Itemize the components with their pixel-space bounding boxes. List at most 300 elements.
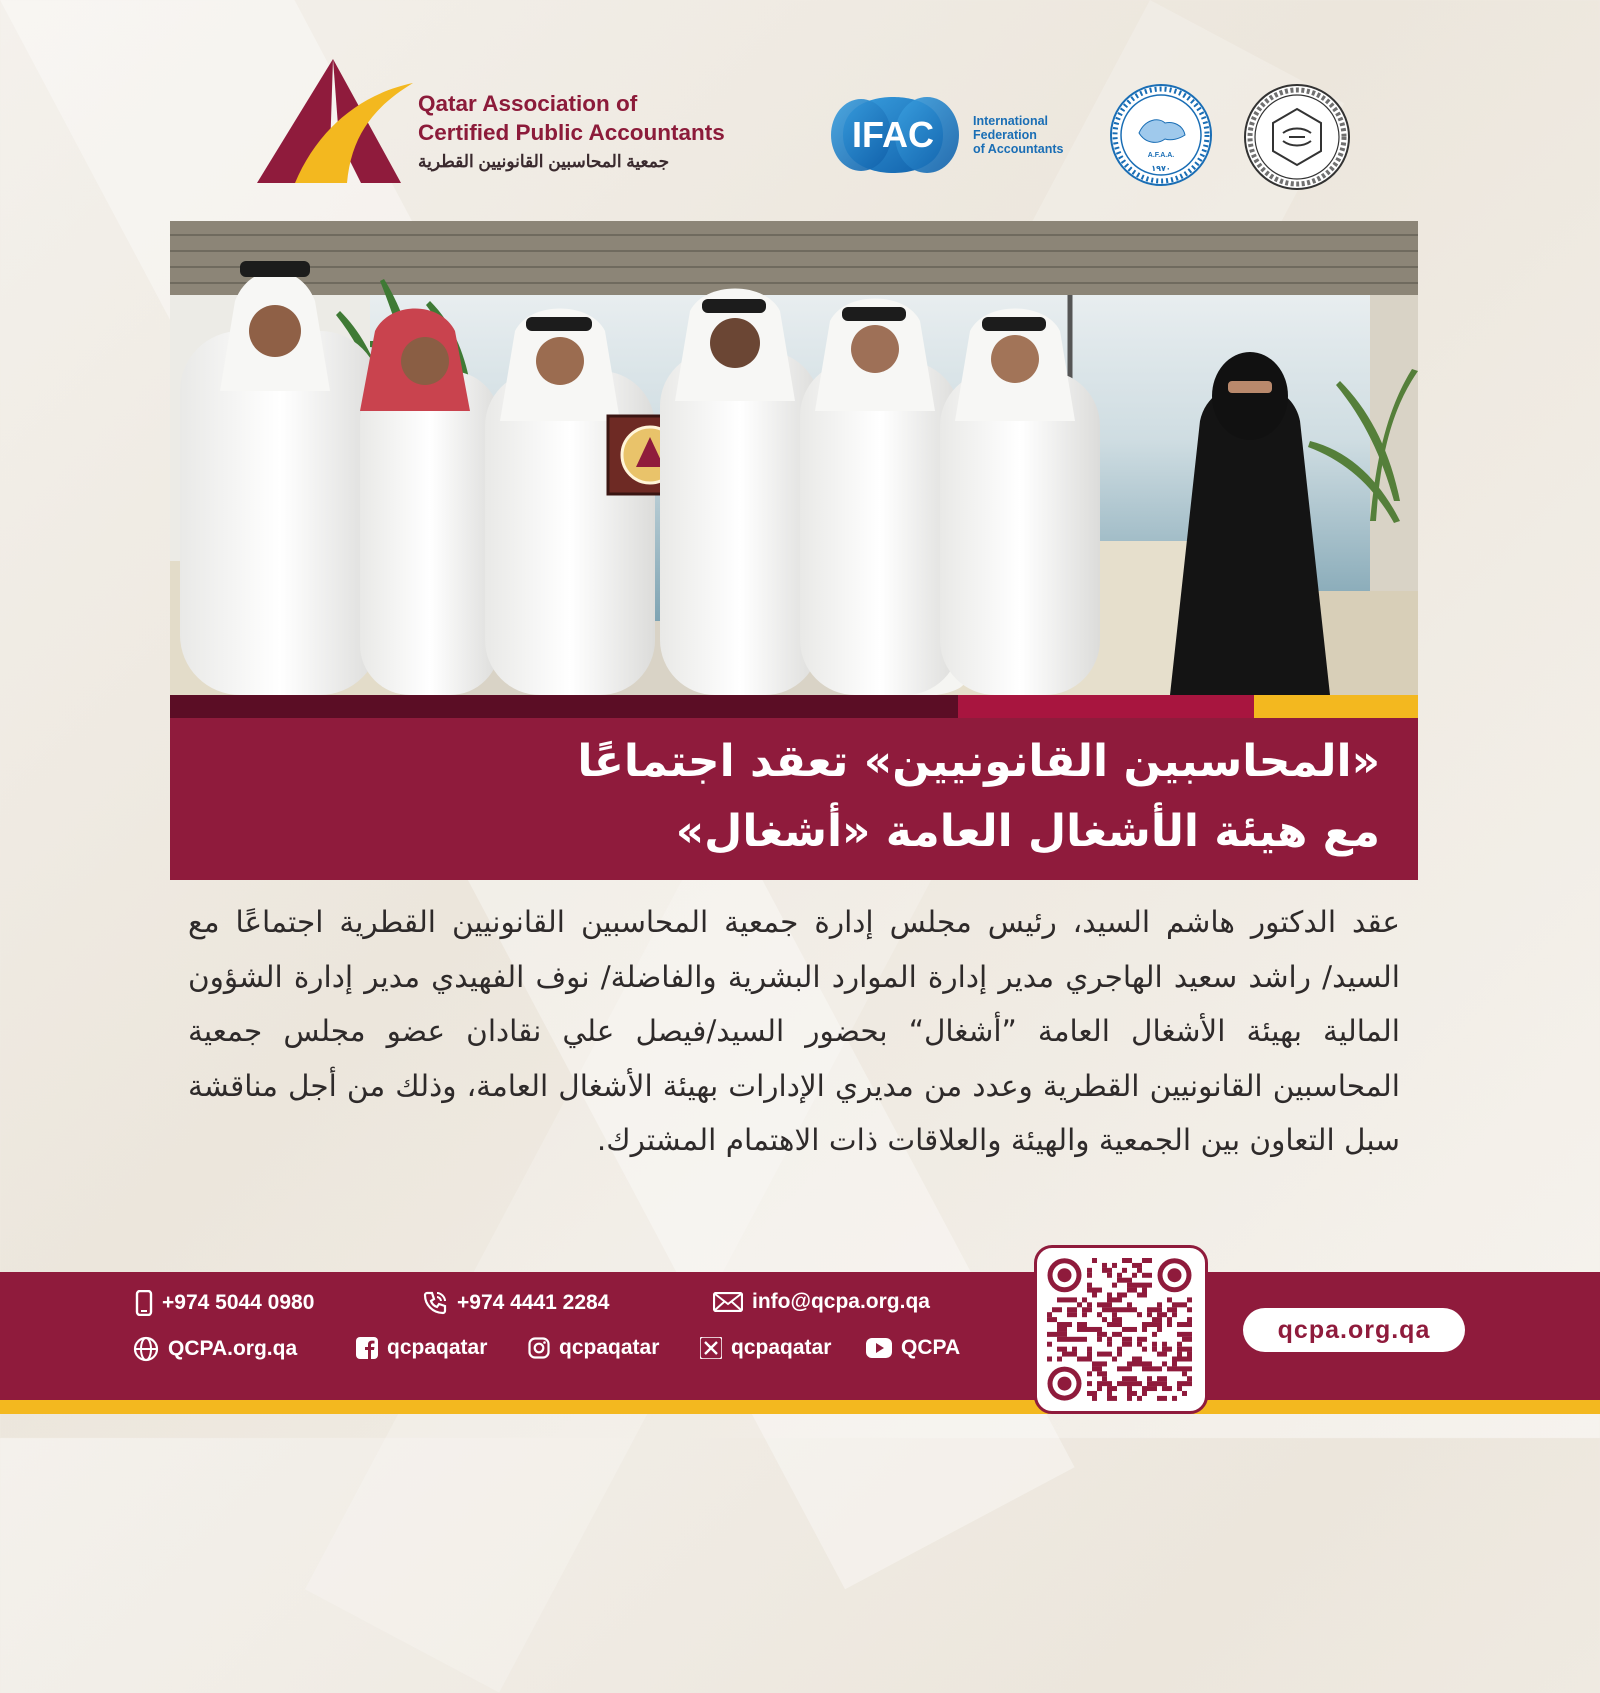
qr-module [1187, 1376, 1192, 1381]
qr-module [1122, 1366, 1127, 1371]
qr-module [1082, 1307, 1087, 1312]
qr-module [1182, 1371, 1187, 1376]
qr-module [1062, 1332, 1067, 1337]
qr-module [1122, 1327, 1127, 1332]
qr-module [1122, 1381, 1127, 1386]
qr-module [1082, 1337, 1087, 1342]
qr-module [1157, 1381, 1162, 1386]
qr-module [1062, 1347, 1067, 1352]
qr-module [1177, 1342, 1182, 1347]
qr-module [1167, 1386, 1172, 1391]
qr-module [1147, 1361, 1152, 1366]
qr-module [1047, 1357, 1052, 1362]
qr-module [1082, 1297, 1087, 1302]
qr-module [1107, 1292, 1112, 1297]
qr-module [1097, 1381, 1102, 1386]
qr-module [1162, 1396, 1167, 1401]
qr-module [1127, 1307, 1132, 1312]
qr-module [1132, 1263, 1137, 1268]
x-handle: qcpaqatar [731, 1336, 832, 1359]
qr-module [1057, 1337, 1062, 1342]
qr-module [1112, 1332, 1117, 1337]
qr-module [1087, 1381, 1092, 1386]
qr-module [1137, 1283, 1142, 1288]
qr-module [1117, 1381, 1122, 1386]
qr-module [1107, 1391, 1112, 1396]
headline-line2: مع هيئة الأشغال العامة «أشغال» [675, 806, 1380, 857]
qr-module [1117, 1278, 1122, 1283]
qr-module [1187, 1307, 1192, 1312]
qr-module [1147, 1258, 1152, 1263]
qr-module [1102, 1317, 1107, 1322]
qr-module [1097, 1327, 1102, 1332]
qr-module [1147, 1376, 1152, 1381]
qr-module [1087, 1273, 1092, 1278]
phone-contact[interactable] [422, 1290, 609, 1316]
qr-module [1147, 1307, 1152, 1312]
qr-module [1127, 1381, 1132, 1386]
qr-module [1162, 1386, 1167, 1391]
qr-module [1112, 1312, 1117, 1317]
phone-number: +974 4441 2284 [457, 1291, 610, 1314]
qr-module [1162, 1342, 1167, 1347]
qr-module [1117, 1273, 1122, 1278]
qr-module [1107, 1307, 1112, 1312]
qr-module [1167, 1297, 1172, 1302]
qr-module [1127, 1366, 1132, 1371]
qr-module [1122, 1376, 1127, 1381]
qr-module [1112, 1322, 1117, 1327]
qr-finder [1168, 1268, 1182, 1282]
qr-module [1142, 1337, 1147, 1342]
qr-module [1107, 1322, 1112, 1327]
qr-module [1087, 1302, 1092, 1307]
qr-module [1052, 1317, 1057, 1322]
instagram-handle: qcpaqatar [559, 1336, 660, 1359]
qr-module [1142, 1366, 1147, 1371]
qr-module [1087, 1391, 1092, 1396]
x-link[interactable] [700, 1336, 831, 1360]
qr-module [1057, 1297, 1062, 1302]
globe-icon [133, 1336, 159, 1362]
afaa-abbr: A.F.A.A. [1147, 152, 1175, 159]
qr-module [1157, 1322, 1162, 1327]
qr-module [1117, 1307, 1122, 1312]
qr-module [1092, 1396, 1097, 1401]
ifac-badge-text: IFAC [851, 114, 935, 155]
qr-module [1092, 1258, 1097, 1263]
qr-module [1062, 1352, 1067, 1357]
qr-module [1187, 1381, 1192, 1386]
qr-module [1092, 1327, 1097, 1332]
qr-module [1137, 1337, 1142, 1342]
qr-module [1127, 1258, 1132, 1263]
qr-module [1062, 1322, 1067, 1327]
qr-module [1102, 1302, 1107, 1307]
qr-module [1047, 1317, 1052, 1322]
qr-module [1087, 1307, 1092, 1312]
qr-module [1137, 1342, 1142, 1347]
qr-module [1117, 1347, 1122, 1352]
qr-module [1172, 1357, 1177, 1362]
qr-module [1132, 1307, 1137, 1312]
qr-module [1162, 1352, 1167, 1357]
qr-module [1147, 1312, 1152, 1317]
qr-module [1172, 1307, 1177, 1312]
qr-code-card[interactable] [1034, 1245, 1208, 1414]
qr-module [1142, 1347, 1147, 1352]
facebook-icon [356, 1337, 378, 1359]
qr-module [1117, 1332, 1122, 1337]
qr-module [1137, 1396, 1142, 1401]
qr-module [1097, 1361, 1102, 1366]
qr-module [1112, 1283, 1117, 1288]
news-paragraph: عقد الدكتور هاشم السيد، رئيس مجلس إدارة جمعية المحاسبين القانونيين القطرية اجتماعًا مع السيد/ راشد سعيد الهاجري مدير إدارة الموارد البشرية والفاضلة/ نوف الفهيدي مدير إدارة الشؤون المالية بهيئة الأشغال العامة ”أشغال“ بحضور السيد/فيصل علي نقادان عضو مجلس جمعية المحاسبين القانونيين القطرية وعدد من مديري الإدارات بهيئة الأشغال العامة، وذلك من أجل مناقشة سبل التعاون بين الجمعية والهيئة والعلاقات ذات الاهتمام المشترك. [188, 905, 1400, 1157]
qr-module [1107, 1396, 1112, 1401]
qr-module [1127, 1342, 1132, 1347]
ifac-line1: International [973, 114, 1049, 128]
qr-module [1142, 1273, 1147, 1278]
qr-module [1162, 1347, 1167, 1352]
qr-module [1062, 1337, 1067, 1342]
qr-module [1122, 1337, 1127, 1342]
qr-module [1132, 1361, 1137, 1366]
qr-module [1157, 1352, 1162, 1357]
qr-module [1182, 1381, 1187, 1386]
qr-module [1087, 1327, 1092, 1332]
qr-module [1152, 1317, 1157, 1322]
qr-module [1187, 1332, 1192, 1337]
qr-module [1122, 1292, 1127, 1297]
qr-module [1142, 1327, 1147, 1332]
qr-module [1142, 1361, 1147, 1366]
qr-module [1052, 1307, 1057, 1312]
qr-module [1122, 1342, 1127, 1347]
qr-module [1117, 1297, 1122, 1302]
youtube-icon [866, 1338, 892, 1358]
website-text: QCPA.org.qa [168, 1337, 298, 1360]
qr-module [1097, 1332, 1102, 1337]
qr-module [1077, 1327, 1082, 1332]
qr-module [1177, 1322, 1182, 1327]
qr-module [1122, 1258, 1127, 1263]
qr-module [1147, 1366, 1152, 1371]
qr-module [1112, 1317, 1117, 1322]
qr-module [1177, 1381, 1182, 1386]
x-icon [700, 1337, 722, 1359]
mobile-phone-icon [135, 1290, 153, 1316]
qr-module [1112, 1357, 1117, 1362]
qr-module [1182, 1357, 1187, 1362]
qr-module [1097, 1386, 1102, 1391]
qr-module [1132, 1391, 1137, 1396]
qr-module [1087, 1352, 1092, 1357]
qr-module [1152, 1347, 1157, 1352]
gcc-aao-seal-icon [1243, 83, 1351, 191]
qr-module [1082, 1327, 1087, 1332]
qr-module [1167, 1322, 1172, 1327]
qr-module [1117, 1317, 1122, 1322]
qr-module [1077, 1337, 1082, 1342]
qr-module [1072, 1347, 1077, 1352]
qr-module [1092, 1292, 1097, 1297]
phone-call-icon [422, 1290, 448, 1316]
qr-module [1177, 1347, 1182, 1352]
qr-module [1127, 1376, 1132, 1381]
ifac-logo [823, 95, 1083, 175]
qcpa-name-en-line1: Qatar Association of [418, 91, 638, 116]
qr-module [1157, 1312, 1162, 1317]
qr-finder [1058, 1377, 1072, 1391]
email-contact[interactable] [713, 1290, 930, 1314]
qr-module [1077, 1357, 1082, 1362]
qr-module [1187, 1352, 1192, 1357]
qr-module [1162, 1376, 1167, 1381]
qcpa-logo [255, 55, 775, 190]
qr-module [1127, 1302, 1132, 1307]
qr-module [1162, 1381, 1167, 1386]
afaa-seal-icon [1109, 83, 1213, 187]
qr-module [1187, 1337, 1192, 1342]
qr-module [1147, 1273, 1152, 1278]
qr-module [1187, 1347, 1192, 1352]
qr-module [1067, 1322, 1072, 1327]
qr-module [1047, 1332, 1052, 1337]
qr-module [1107, 1381, 1112, 1386]
qr-module [1162, 1312, 1167, 1317]
qr-module [1122, 1307, 1127, 1312]
meeting-photo [170, 221, 1418, 695]
qr-module [1107, 1337, 1112, 1342]
footer-gold-strip [0, 1400, 1600, 1414]
qr-module [1107, 1352, 1112, 1357]
qr-module [1047, 1342, 1052, 1347]
qr-module [1157, 1327, 1162, 1332]
qr-module [1087, 1288, 1092, 1293]
qr-module [1097, 1312, 1102, 1317]
qr-module [1187, 1366, 1192, 1371]
ifac-badge [823, 95, 963, 175]
qr-module [1137, 1357, 1142, 1362]
qr-module [1067, 1312, 1072, 1317]
qr-module [1102, 1371, 1107, 1376]
qr-module [1117, 1322, 1122, 1327]
qr-module [1132, 1376, 1137, 1381]
qr-module [1107, 1297, 1112, 1302]
qr-module [1062, 1327, 1067, 1332]
qr-module [1107, 1273, 1112, 1278]
qr-module [1152, 1366, 1157, 1371]
afaa-year: ١٩٧٠ [1151, 164, 1171, 173]
qr-module [1102, 1361, 1107, 1366]
qr-module [1152, 1342, 1157, 1347]
mobile-contact[interactable] [135, 1290, 314, 1316]
qr-module [1182, 1347, 1187, 1352]
qr-module [1102, 1268, 1107, 1273]
qr-module [1122, 1278, 1127, 1283]
qr-module [1107, 1268, 1112, 1273]
qr-module [1172, 1361, 1177, 1366]
qr-module [1057, 1347, 1062, 1352]
qr-module [1127, 1361, 1132, 1366]
qr-module [1182, 1337, 1187, 1342]
qr-module [1167, 1307, 1172, 1312]
qr-module [1087, 1357, 1092, 1362]
instagram-link[interactable] [528, 1336, 659, 1360]
qr-module [1087, 1283, 1092, 1288]
qr-module [1097, 1288, 1102, 1293]
qcpa-name-en-line2: Certified Public Accountants [418, 120, 725, 145]
qr-module [1137, 1268, 1142, 1273]
qr-module [1057, 1307, 1062, 1312]
qr-module [1177, 1386, 1182, 1391]
qr-module [1157, 1307, 1162, 1312]
qr-module [1077, 1322, 1082, 1327]
headline-line1: «المحاسبين القانونيين» تعقد اجتماعًا [577, 736, 1380, 787]
qr-module [1142, 1386, 1147, 1391]
qr-module [1152, 1386, 1157, 1391]
qr-module [1177, 1332, 1182, 1337]
qr-module [1057, 1327, 1062, 1332]
qr-module [1182, 1322, 1187, 1327]
email-address: info@qcpa.org.qa [752, 1290, 930, 1313]
youtube-link[interactable] [866, 1336, 960, 1360]
qr-module [1127, 1278, 1132, 1283]
qr-module [1157, 1396, 1162, 1401]
facebook-link[interactable] [356, 1336, 487, 1360]
qr-module [1092, 1361, 1097, 1366]
qr-module [1147, 1322, 1152, 1327]
qr-module [1087, 1268, 1092, 1273]
accent-strip-red [958, 695, 1254, 718]
qr-module [1092, 1288, 1097, 1293]
qr-module [1067, 1337, 1072, 1342]
qr-module [1177, 1357, 1182, 1362]
youtube-handle: QCPA [901, 1336, 961, 1359]
qr-module [1092, 1391, 1097, 1396]
qr-module [1142, 1258, 1147, 1263]
qr-module [1062, 1297, 1067, 1302]
website-pill[interactable]: qcpa.org.qa [1243, 1308, 1465, 1352]
qr-module [1162, 1361, 1167, 1366]
qr-module [1187, 1297, 1192, 1302]
qr-module [1057, 1322, 1062, 1327]
qr-module [1152, 1381, 1157, 1386]
qr-module [1127, 1327, 1132, 1332]
qr-module [1112, 1297, 1117, 1302]
qr-module [1132, 1273, 1137, 1278]
headline-box [170, 718, 1418, 880]
qr-module [1112, 1396, 1117, 1401]
qr-module [1187, 1317, 1192, 1322]
qr-module [1082, 1322, 1087, 1327]
qr-module [1052, 1332, 1057, 1337]
qr-module [1167, 1366, 1172, 1371]
qr-module [1057, 1357, 1062, 1362]
qr-module [1137, 1361, 1142, 1366]
qr-module [1057, 1332, 1062, 1337]
qcpa-logo-mark [255, 55, 415, 185]
qr-module [1117, 1352, 1122, 1357]
qr-module [1142, 1283, 1147, 1288]
qr-module [1132, 1288, 1137, 1293]
accent-strip-gold [1254, 695, 1418, 718]
qr-module [1077, 1302, 1082, 1307]
qr-module [1092, 1366, 1097, 1371]
qr-module [1072, 1337, 1077, 1342]
qr-module [1102, 1381, 1107, 1386]
qr-module [1142, 1288, 1147, 1293]
qr-module [1072, 1352, 1077, 1357]
qr-module [1117, 1366, 1122, 1371]
qr-module [1147, 1381, 1152, 1386]
qr-module [1132, 1327, 1137, 1332]
qr-module [1187, 1357, 1192, 1362]
qr-module [1132, 1357, 1137, 1362]
qr-module [1097, 1302, 1102, 1307]
qr-module [1167, 1347, 1172, 1352]
qr-finder [1058, 1268, 1072, 1282]
qr-module [1187, 1322, 1192, 1327]
qr-module [1177, 1302, 1182, 1307]
website-link[interactable] [133, 1336, 297, 1362]
qr-module [1047, 1312, 1052, 1317]
qr-module [1122, 1268, 1127, 1273]
qr-module [1112, 1386, 1117, 1391]
qr-module [1182, 1302, 1187, 1307]
qr-module [1172, 1396, 1177, 1401]
qr-module [1102, 1307, 1107, 1312]
qr-module [1182, 1391, 1187, 1396]
qr-module [1097, 1337, 1102, 1342]
qr-module [1157, 1366, 1162, 1371]
qr-module [1067, 1297, 1072, 1302]
qr-code [1047, 1258, 1195, 1401]
qr-module [1137, 1381, 1142, 1386]
qr-module [1127, 1391, 1132, 1396]
qr-module [1177, 1352, 1182, 1357]
qr-module [1102, 1376, 1107, 1381]
qr-module [1112, 1263, 1117, 1268]
qr-module [1157, 1317, 1162, 1322]
ifac-line3: of Accountants [973, 142, 1064, 156]
qr-module [1147, 1283, 1152, 1288]
qr-module [1172, 1312, 1177, 1317]
qr-module [1137, 1263, 1142, 1268]
qr-module [1102, 1352, 1107, 1357]
qr-module [1072, 1307, 1077, 1312]
mobile-number: +974 5044 0980 [162, 1291, 315, 1314]
qr-module [1137, 1292, 1142, 1297]
qr-module [1067, 1307, 1072, 1312]
qr-module [1107, 1302, 1112, 1307]
qr-module [1107, 1342, 1112, 1347]
qr-module [1082, 1357, 1087, 1362]
qr-module [1097, 1352, 1102, 1357]
qr-module [1142, 1391, 1147, 1396]
qr-module [1082, 1312, 1087, 1317]
qr-module [1102, 1332, 1107, 1337]
qr-module [1142, 1292, 1147, 1297]
instagram-icon [528, 1337, 550, 1359]
qr-module [1182, 1332, 1187, 1337]
qr-module [1107, 1386, 1112, 1391]
qr-module [1167, 1317, 1172, 1322]
qr-module [1172, 1302, 1177, 1307]
qr-module [1157, 1302, 1162, 1307]
qr-module [1142, 1322, 1147, 1327]
facebook-handle: qcpaqatar [387, 1336, 488, 1359]
